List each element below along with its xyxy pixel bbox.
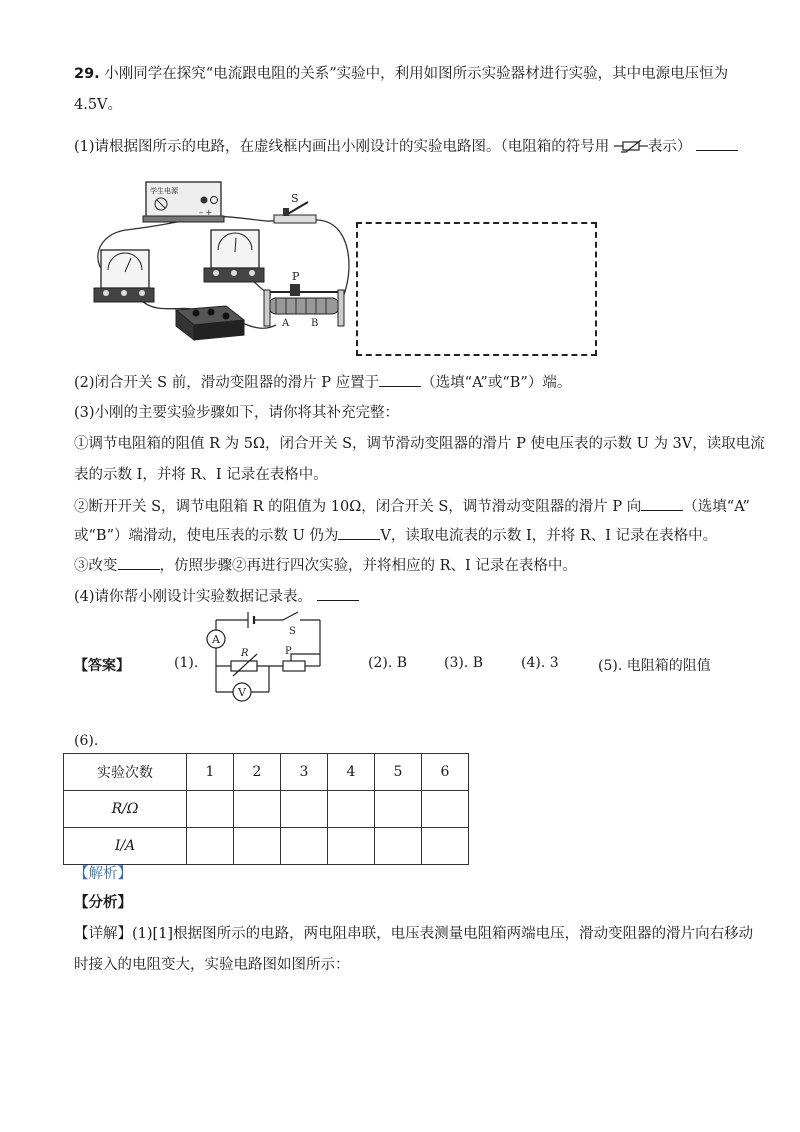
answer-1-label: (1).: [174, 655, 199, 671]
table-cell[interactable]: [234, 828, 281, 865]
table-cell[interactable]: [328, 791, 375, 828]
answer-blank-3[interactable]: [641, 496, 683, 511]
part1-prefix: (1)请根据图所示的电路，在虚线框内画出小刚设计的实验电路图。（电阻箱的符号用: [74, 139, 610, 155]
end-b-label: B: [311, 318, 319, 329]
rheostat: [264, 270, 344, 329]
table-row-label: R/Ω: [64, 791, 187, 828]
answer-2: (2). B: [368, 655, 408, 671]
table-cell[interactable]: [375, 828, 422, 865]
answer-6-label: (6).: [74, 733, 99, 749]
table-cell[interactable]: [328, 828, 375, 865]
answer-blank-1[interactable]: [696, 136, 738, 151]
step2b-prefix: 或“B”）端滑动，使电压表的示数 U 仍为: [74, 528, 339, 544]
table-header-cell: 3: [281, 754, 328, 791]
answer-blank-2[interactable]: [379, 372, 421, 387]
part4-text: (4)请你帮小刚设计实验数据记录表。: [74, 589, 313, 605]
part1-line: [74, 136, 738, 157]
answer-3: (3). B: [444, 655, 484, 671]
switch-label: S: [291, 192, 299, 205]
step3-line: [74, 555, 577, 576]
resistance-box-symbol-icon: [614, 138, 648, 154]
step2-line-b: [74, 525, 717, 546]
question-intro: 小刚同学在探究“电流跟电阻的关系”实验中，利用如图所示实验器材进行实验，其中电源电压恒为: [99, 66, 729, 82]
circuit-slider-label: P: [285, 646, 292, 657]
table-header-cell: 实验次数: [64, 754, 187, 791]
circuit-drawing-area[interactable]: [356, 222, 597, 356]
answer-blank-4[interactable]: [338, 525, 380, 540]
apparatus-illustration: [86, 180, 356, 345]
analysis-link[interactable]: 【解析】: [74, 866, 132, 882]
table-header-cell: 1: [187, 754, 234, 791]
table-cell[interactable]: [375, 791, 422, 828]
part2-prefix: (2)闭合开关 S 前，滑动变阻器的滑片 P 应置于: [74, 375, 380, 391]
table-header-cell: 2: [234, 754, 281, 791]
answer-tag: 【答案】: [74, 658, 130, 674]
table-row: [64, 828, 469, 865]
answer-blank-5[interactable]: [118, 555, 160, 570]
resistance-box: [176, 306, 244, 340]
step2-line-a: [74, 496, 750, 517]
table-header-cell: 4: [328, 754, 375, 791]
middle-meter: [204, 230, 264, 282]
table-cell[interactable]: [281, 791, 328, 828]
part4-line: [74, 586, 359, 607]
answer-blank-6[interactable]: [317, 586, 359, 601]
power-supply-label: 学生电源: [150, 187, 178, 195]
step2-suffix: （选填“A”: [683, 499, 750, 515]
circuit-ammeter-label: A: [212, 633, 220, 646]
table-cell[interactable]: [187, 791, 234, 828]
question-number: 29.: [74, 66, 100, 82]
table-cell[interactable]: [187, 828, 234, 865]
answer-4: (4). 3: [521, 655, 559, 671]
answer-circuit-diagram: [203, 608, 328, 708]
part3-intro: (3)小刚的主要实验步骤如下，请你将其补充完整：: [74, 405, 400, 421]
circuit-voltmeter-label: V: [238, 686, 246, 699]
circuit-switch-label: S: [289, 626, 296, 637]
step2-prefix: ②断开开关 S，调节电阻箱 R 的阻值为 10Ω，闭合开关 S，调节滑动变阻器的滑片 P 向: [74, 499, 642, 515]
table-header-cell: 5: [375, 754, 422, 791]
step1-line-a: ①调节电阻箱的阻值 R 为 5Ω，闭合开关 S，调节滑动变阻器的滑片 P 使电压表的示数 U 为 3V，读取电流: [74, 436, 765, 452]
circuit-resistor-label: R: [241, 648, 249, 659]
record-table: [63, 753, 469, 865]
detail-line-1: 【详解】(1)[1]根据图所示的电路，两电阻串联，电压表测量电阻箱两端电压，滑动变阻器的滑片向右移动: [74, 926, 754, 942]
table-header-row: [64, 754, 469, 791]
table-header-cell: 6: [422, 754, 469, 791]
step3-suffix: ，仿照步骤②再进行四次实验，并将相应的 R、I 记录在表格中。: [159, 558, 577, 574]
svg-text:– +: – +: [199, 208, 213, 217]
table-cell[interactable]: [281, 828, 328, 865]
table-cell[interactable]: [422, 828, 469, 865]
part2-line: [74, 372, 571, 393]
step3-prefix: ③改变: [74, 558, 118, 574]
part1-suffix: 表示）: [647, 139, 692, 155]
switch: [274, 192, 316, 223]
step1-line-b: 表的示数 I，并将 R、I 记录在表格中。: [74, 467, 328, 483]
question-line-1: [74, 64, 728, 84]
answer-5: (5). 电阻箱的阻值: [598, 658, 711, 674]
part2-suffix: （选填“A”或“B”）端。: [421, 375, 572, 391]
table-row: [64, 791, 469, 828]
left-meter: [94, 250, 154, 302]
analysis-heading: 【分析】: [74, 894, 132, 911]
table-row-label: I/A: [64, 828, 187, 865]
end-a-label: A: [282, 318, 290, 329]
slider-label: P: [292, 270, 300, 283]
step2b-suffix: V，读取电流表的示数 I，并将 R、I 记录在表格中。: [380, 528, 718, 544]
question-line-2: 4.5V。: [74, 97, 123, 113]
power-supply: [143, 182, 224, 222]
table-cell[interactable]: [422, 791, 469, 828]
table-cell[interactable]: [234, 791, 281, 828]
detail-line-2: 时接入的电阻变大，实验电路图如图所示：: [74, 957, 350, 973]
